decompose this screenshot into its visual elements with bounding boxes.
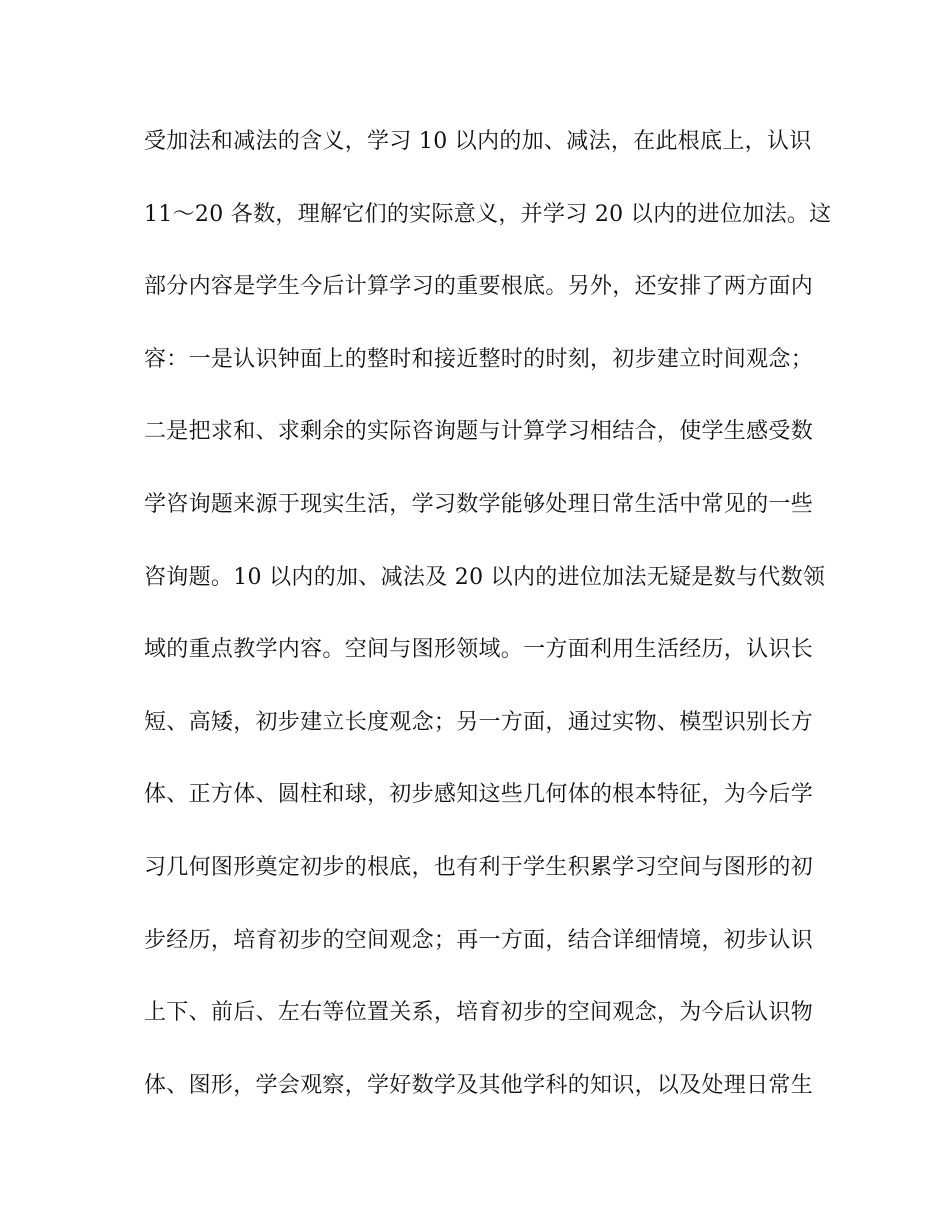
text-line: 短、高矮，初步建立长度观念；另一方面，通过实物、模型识别长方 [144,709,814,735]
text-line: 习几何图形奠定初步的根底，也有利于学生积累学习空间与图形的初 [144,854,814,880]
text-line: 上下、前后、左右等位置关系，培育初步的空间观念，为今后认识物 [144,1000,814,1026]
text-line: 学咨询题来源于现实生活，学习数学能够处理日常生活中常见的一些 [144,491,814,517]
text-line: 部分内容是学生今后计算学习的重要根底。另外，还安排了两方面内 [144,274,814,300]
text-line: 体、图形，学会观察，学好数学及其他学科的知识，以及处理日常生 [144,1072,814,1098]
text-line: 容：一是认识钟面上的整时和接近整时的时刻，初步建立时间观念； [144,346,814,372]
text-line: 受加法和减法的含义，学习 10 以内的加、减法，在此根底上，认识 [144,129,812,154]
text-line: 域的重点教学内容。空间与图形领域。一方面利用生活经历，认识长 [144,637,814,663]
text-line: 二是把求和、求剩余的实际咨询题与计算学习相结合，使学生感受数 [144,419,814,445]
text-line: 11～20 各数，理解它们的实际意义，并学习 20 以内的进位加法。这 [144,201,832,227]
text-line: 咨询题。10 以内的加、减法及 20 以内的进位加法无疑是数与代数领 [144,564,826,590]
body-text [144,118,832,1134]
text-line: 体、正方体、圆柱和球，初步感知这些几何体的根本特征，为今后学 [144,782,814,808]
text-line: 步经历，培育初步的空间观念；再一方面，结合详细情境，初步认识 [144,927,814,953]
